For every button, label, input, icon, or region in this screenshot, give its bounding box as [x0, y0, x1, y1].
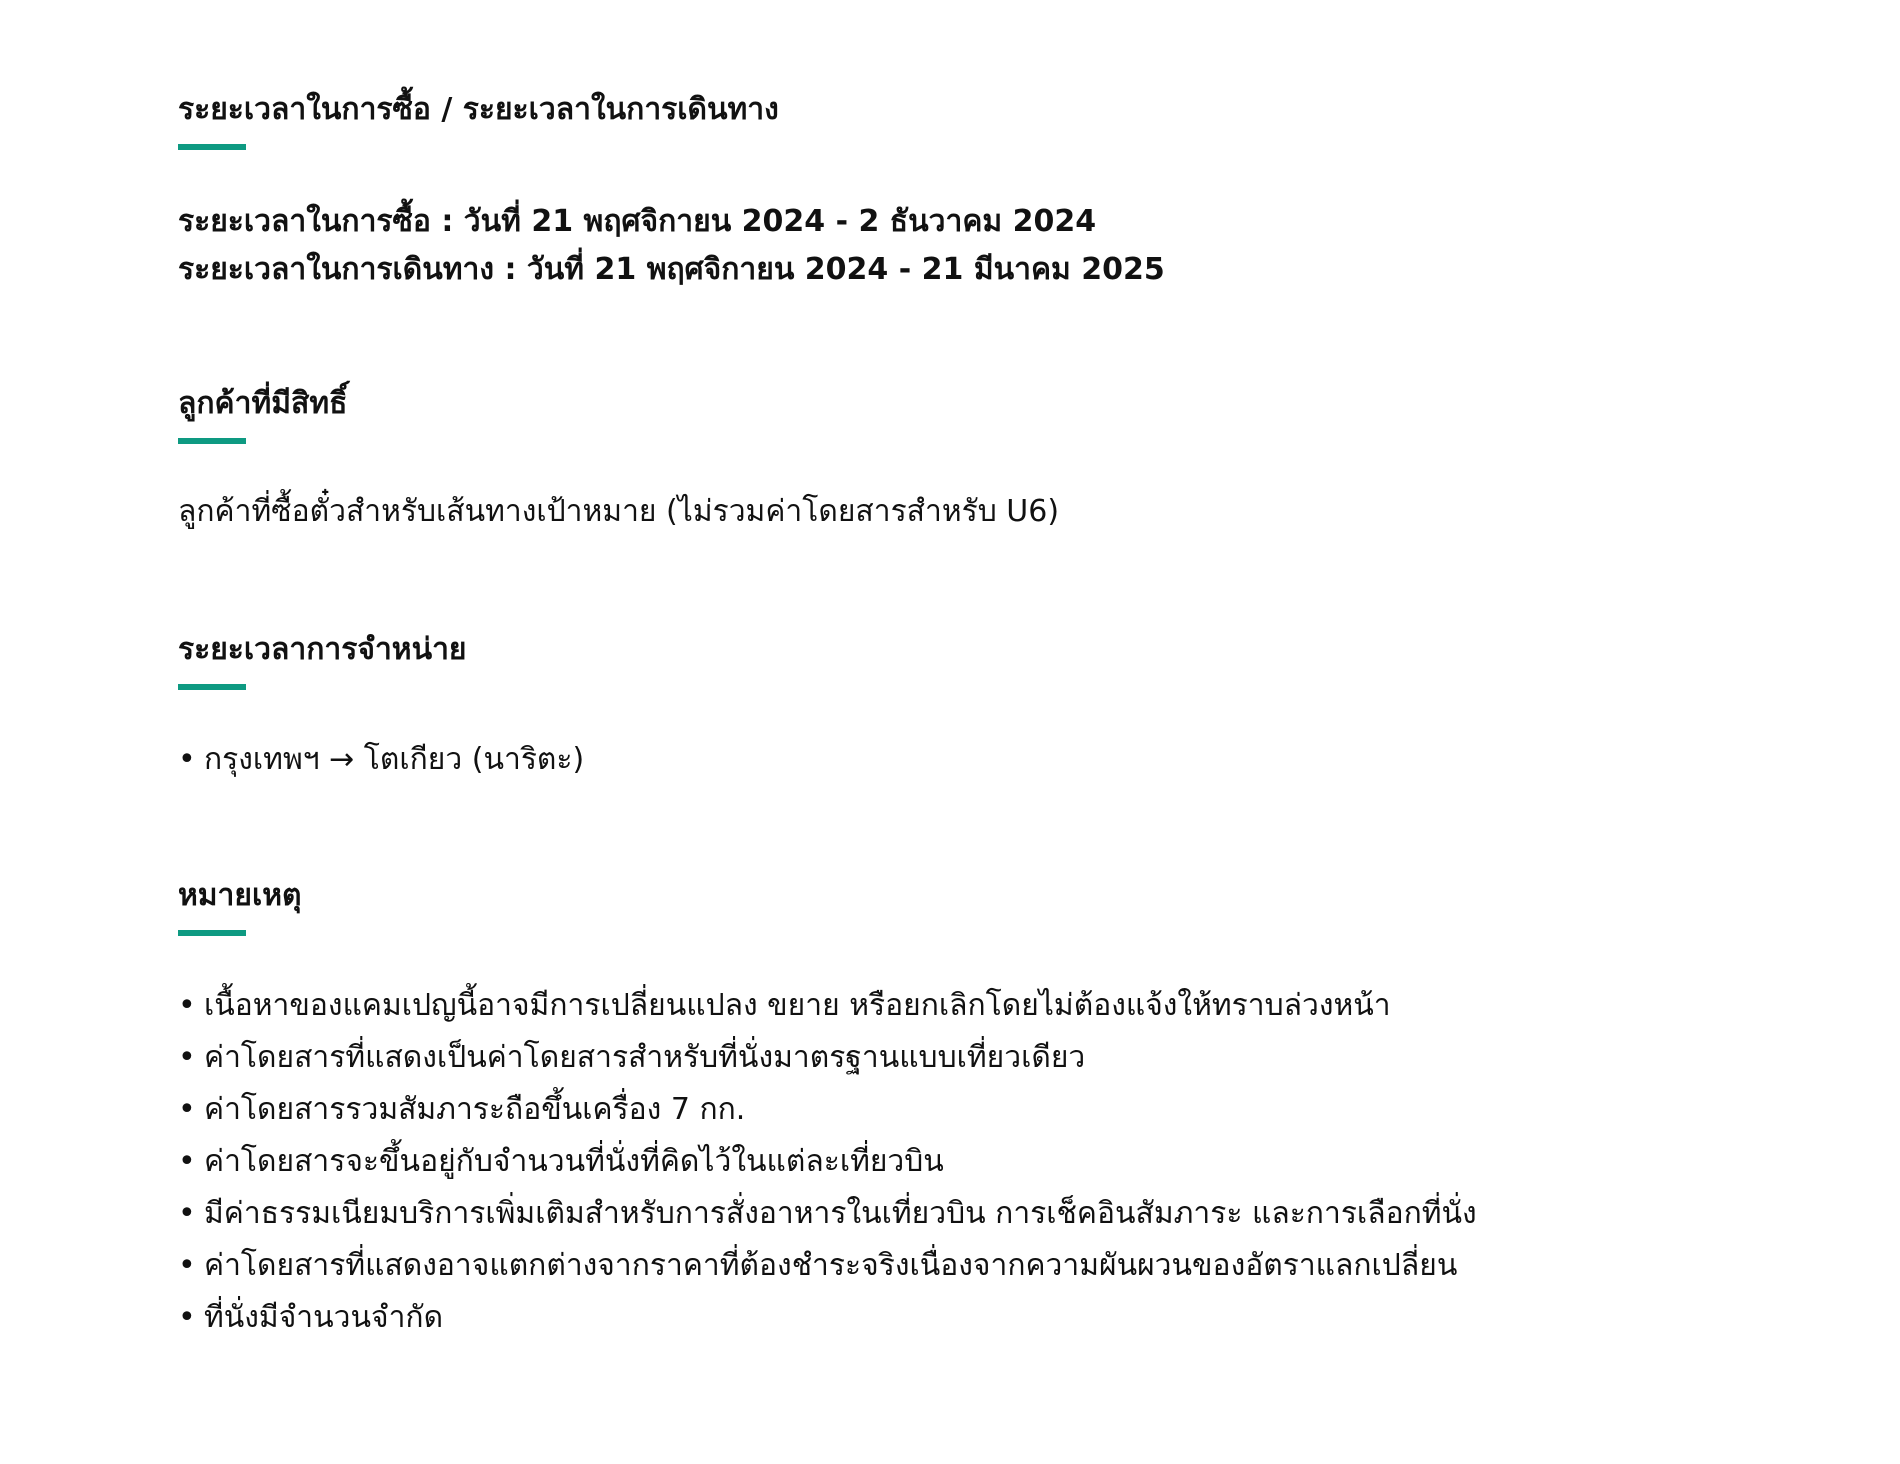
sale-section-header: [178, 628, 467, 690]
notes-section-title: หมายเหตุ: [178, 878, 302, 913]
list-item: [178, 734, 584, 786]
list-item: [178, 1188, 1477, 1240]
eligible-section-underline: [178, 438, 246, 444]
note-text: ค่าโดยสารจะขึ้นอยู่กับจำนวนที่นั่งที่คิดไว้ในแต่ละเที่ยวบิน: [204, 1144, 944, 1179]
list-item: [178, 1136, 1477, 1188]
note-text: เนื้อหาของแคมเปญนี้อาจมีการเปลี่ยนแปลง ขยาย หรือยกเลิกโดยไม่ต้องแจ้งให้ทราบล่วงหน้า: [204, 988, 1391, 1023]
bullet-icon: •: [178, 1248, 196, 1283]
list-item: [178, 1292, 1477, 1344]
bullet-icon: •: [178, 988, 196, 1023]
campaign-terms-page: [178, 0, 1778, 1464]
list-item: [178, 1240, 1477, 1292]
bullet-icon: •: [178, 1196, 196, 1231]
sale-route-list: [178, 734, 584, 786]
notes-section-underline: [178, 930, 246, 936]
note-text: ค่าโดยสารที่แสดงอาจแตกต่างจากราคาที่ต้องชำระจริงเนื่องจากความผันผวนของอัตราแลกเปลี่ยน: [204, 1248, 1458, 1283]
note-text: มีค่าธรรมเนียมบริการเพิ่มเติมสำหรับการสั่งอาหารในเที่ยวบิน การเช็คอินสัมภาระ และการเลือกที่นั่ง: [204, 1196, 1477, 1231]
list-item: [178, 1084, 1477, 1136]
note-text: ค่าโดยสารรวมสัมภาระถือขึ้นเครื่อง 7 กก.: [204, 1092, 746, 1127]
eligible-customers-text: ลูกค้าที่ซื้อตั๋วสำหรับเส้นทางเป้าหมาย (ไม่รวมค่าโดยสารสำหรับ U6): [178, 494, 1060, 529]
eligible-section-title: ลูกค้าที่มีสิทธิ์: [178, 386, 348, 421]
sale-section-title: ระยะเวลาการจำหน่าย: [178, 632, 467, 667]
notes-list: [178, 980, 1477, 1344]
eligible-section-header: [178, 382, 347, 444]
purchase-period-text: ระยะเวลาในการซื้อ : วันที่ 21 พฤศจิกายน 2024 - 2 ธันวาคม 2024: [178, 204, 1097, 239]
list-item: [178, 980, 1477, 1032]
travel-period-text: ระยะเวลาในการเดินทาง : วันที่ 21 พฤศจิกายน 2024 - 21 มีนาคม 2025: [178, 252, 1165, 287]
note-text: ค่าโดยสารที่แสดงเป็นค่าโดยสารสำหรับที่นั่งมาตรฐานแบบเที่ยวเดียว: [204, 1040, 1086, 1075]
period-section-underline: [178, 144, 246, 150]
bullet-icon: •: [178, 1092, 196, 1127]
period-section-header: [178, 88, 779, 150]
route-text: กรุงเทพฯ → โตเกียว (นาริตะ): [204, 742, 585, 777]
period-details: [178, 198, 1165, 294]
bullet-icon: •: [178, 1300, 196, 1335]
eligible-details: [178, 490, 1059, 534]
notes-section-header: [178, 874, 302, 936]
list-item: [178, 1032, 1477, 1084]
note-text: ที่นั่งมีจำนวนจำกัด: [204, 1300, 444, 1335]
bullet-icon: •: [178, 1144, 196, 1179]
sale-section-underline: [178, 684, 246, 690]
bullet-icon: •: [178, 1040, 196, 1075]
bullet-icon: •: [178, 742, 196, 777]
period-section-title: ระยะเวลาในการซื้อ / ระยะเวลาในการเดินทาง: [178, 92, 779, 127]
